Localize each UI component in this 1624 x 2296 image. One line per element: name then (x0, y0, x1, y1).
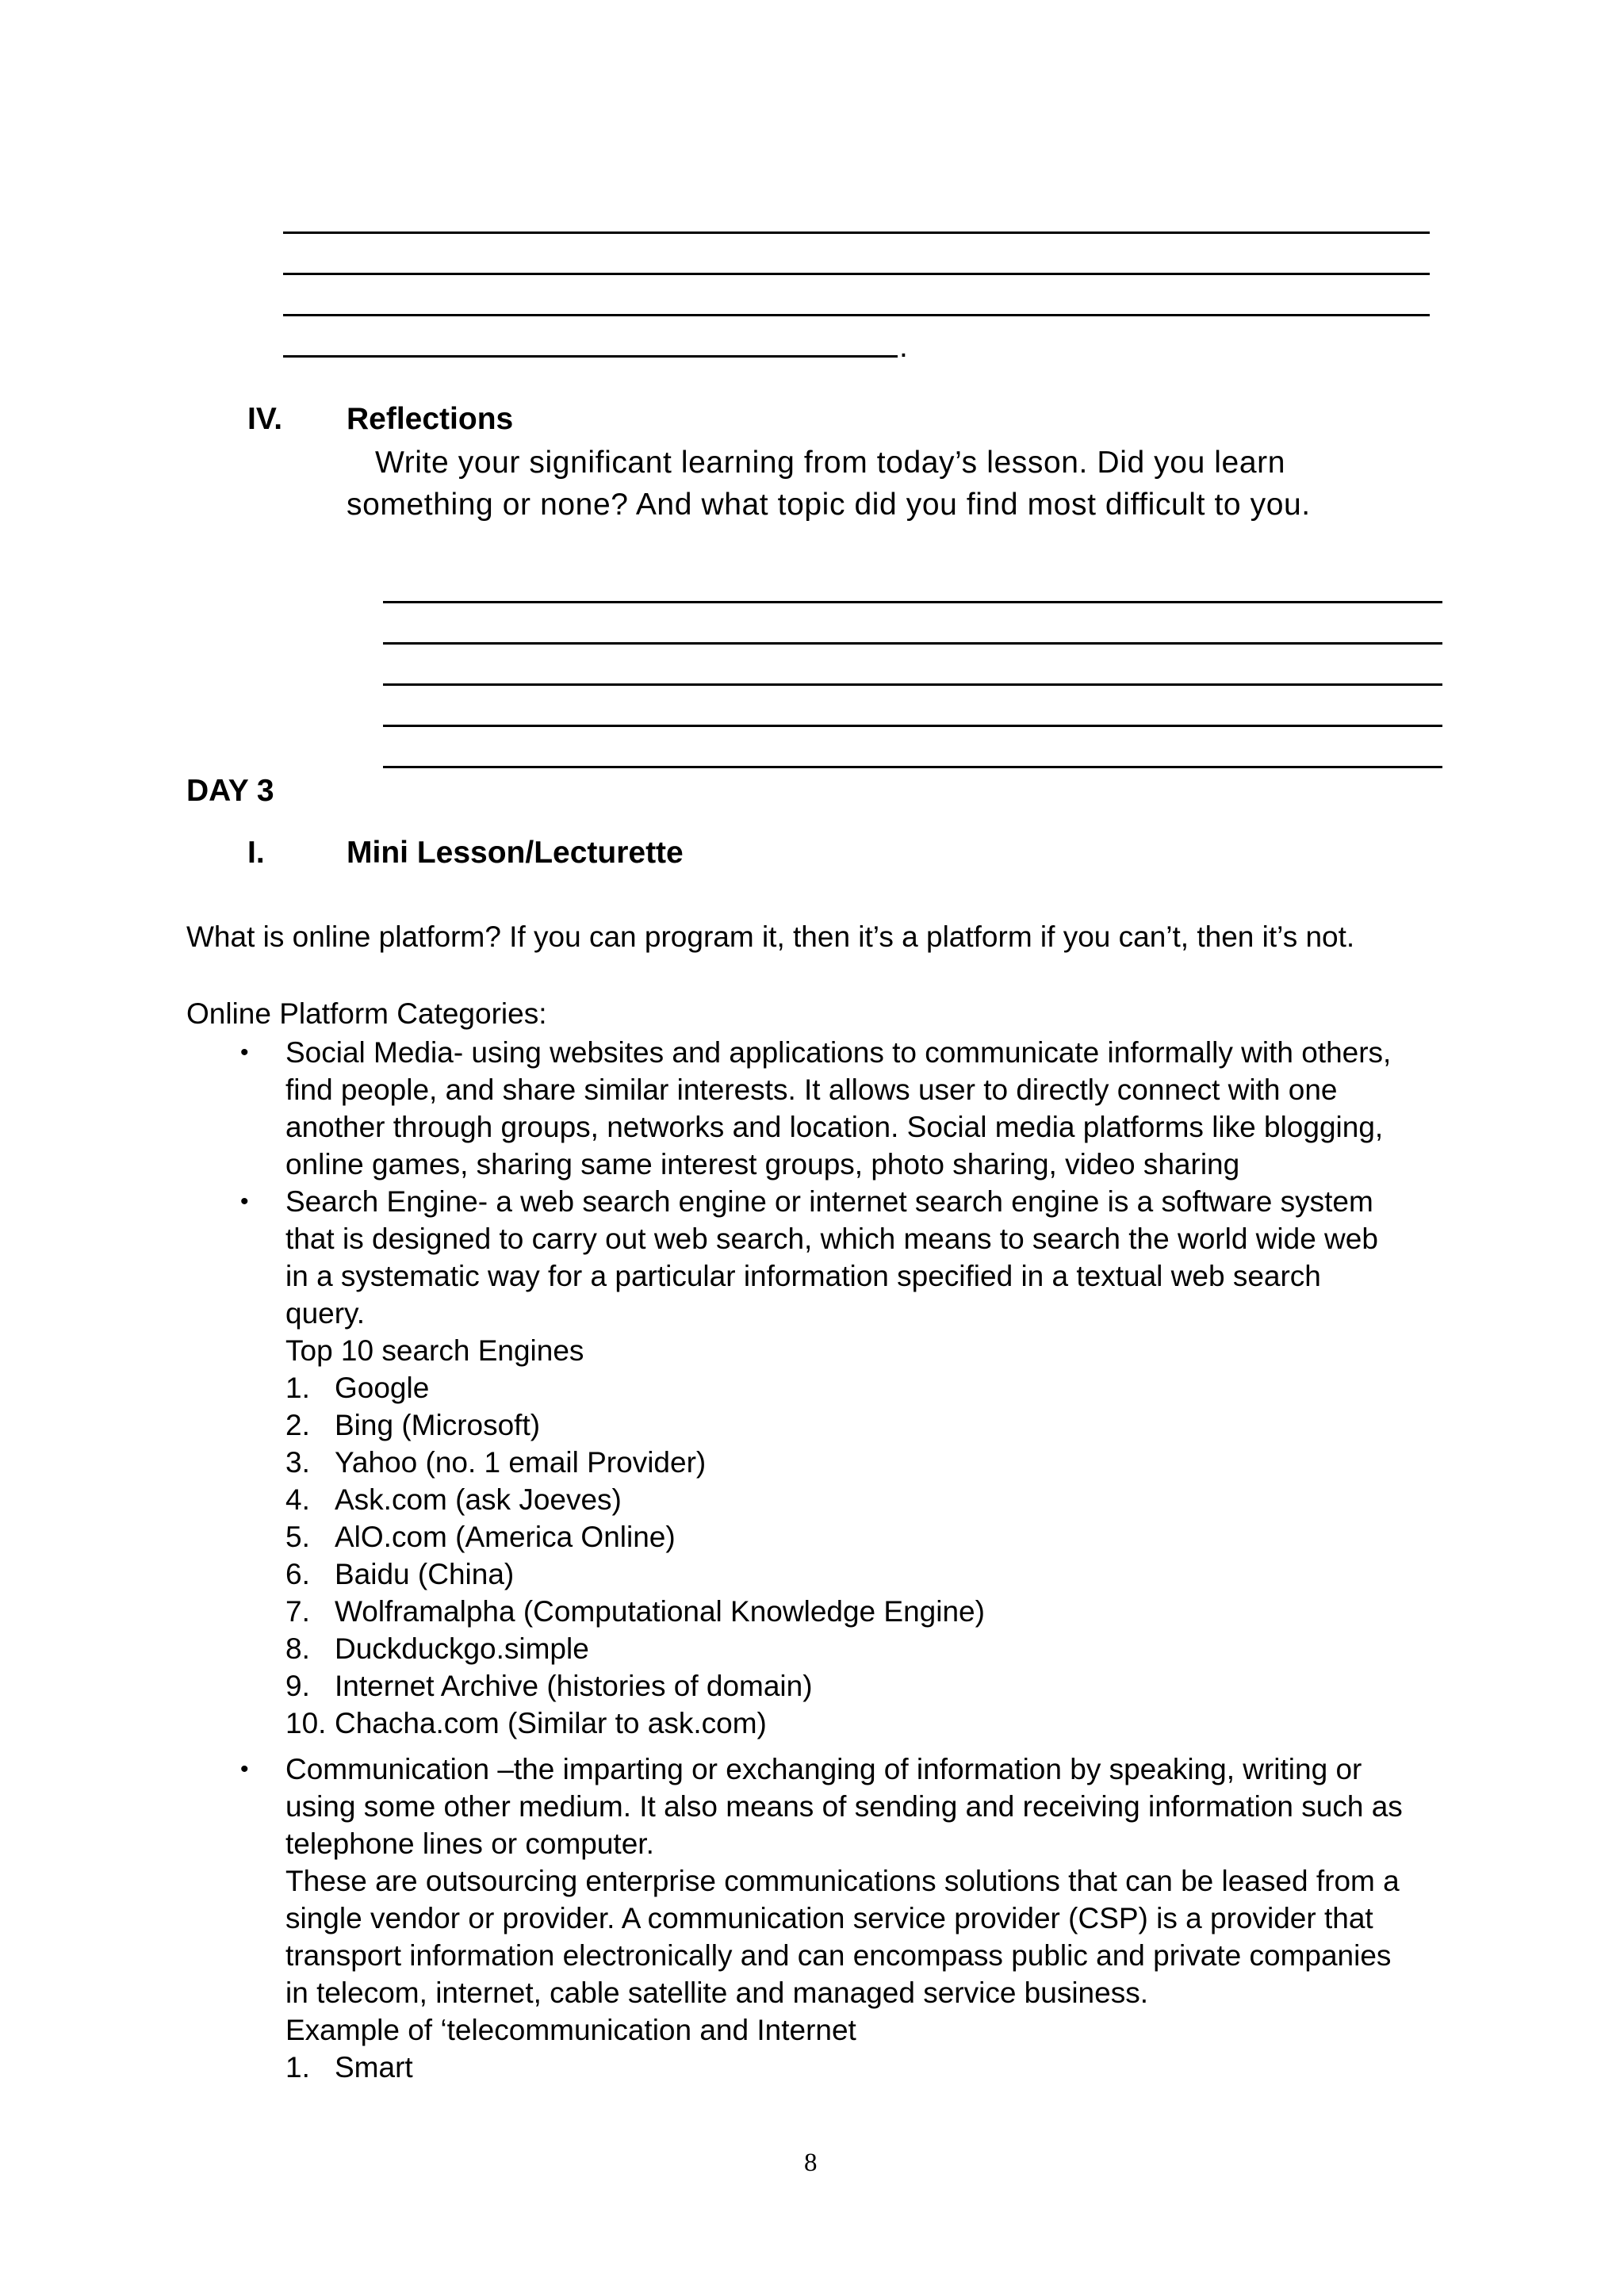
list-label: Duckduckgo.simple (335, 1632, 589, 1665)
section-title: Reflections (347, 402, 514, 436)
reflection-answer-line[interactable] (383, 683, 1442, 686)
list-number: 9. (285, 1670, 310, 1702)
answer-period: . (899, 330, 908, 364)
list-label: Chacha.com (Similar to ask.com) (335, 1707, 767, 1739)
list-label: Yahoo (no. 1 email Provider) (335, 1446, 707, 1479)
list-item (285, 1369, 429, 1406)
bullet-dot: • (240, 1756, 249, 1782)
list-number: 4. (285, 1483, 310, 1516)
list-item (285, 2049, 413, 2086)
section-title: Mini Lesson/Lecturette (347, 836, 684, 870)
bullet-social-media: Social Media- using websites and applications to communicate informally with others, find people, and share similar interests. It allows user to directly connect with one another through groups, networks and location. Social media platforms like blogging, online games, sharing same interest groups, photo sharing, video sharing (285, 1036, 1392, 1181)
reflection-prompt: something or none? And what topic did you find most difficult to you. (347, 488, 1311, 522)
telecom-heading: Example of ‘telecommunication and Internet (285, 2014, 856, 2046)
day-heading: DAY 3 (186, 774, 274, 808)
list-number: 8. (285, 1632, 310, 1665)
list-item (285, 1481, 622, 1518)
page-number: 8 (804, 2149, 818, 2177)
bullet-search-engine: Search Engine- a web search engine or internet search engine is a software system that is designed to carry out web search, which means to search the world wide web in a systematic way for a particular information specified in a textual web search query. (285, 1185, 1378, 1330)
answer-line (283, 232, 1430, 234)
list-item (285, 1518, 676, 1556)
list-label: Wolframalpha (Computational Knowledge Engine) (335, 1595, 985, 1628)
list-item (285, 1593, 985, 1630)
list-item (285, 1556, 514, 1593)
list-label: Internet Archive (histories of domain) (335, 1670, 813, 1702)
list-number: 3. (285, 1446, 310, 1479)
list-item (285, 1667, 813, 1705)
reflection-answer-line[interactable] (383, 766, 1442, 768)
bullet-dot: • (240, 1188, 249, 1215)
list-label: Google (335, 1372, 430, 1404)
answer-line (283, 314, 1430, 316)
section-numeral: I. (247, 836, 265, 870)
list-number: 6. (285, 1558, 310, 1590)
categories-heading: Online Platform Categories: (186, 997, 547, 1030)
list-item (285, 1406, 540, 1444)
list-number: 5. (285, 1521, 310, 1553)
list-number: 1. (285, 2051, 310, 2084)
list-label: Smart (335, 2051, 413, 2084)
definition-text: What is online platform? If you can program it, then it’s a platform if you can’t, then it’s not. (186, 920, 1355, 953)
list-label: AlO.com (America Online) (335, 1521, 676, 1553)
list-number: 7. (285, 1595, 310, 1628)
answer-line (283, 273, 1430, 275)
bullet-communication: Communication –the imparting or exchanging of information by speaking, writing or using some other medium. It also means of sending and receiving information such as telephone lines or computer. These are outsourcing enterprise communications solutions that can be leased from a single vendor or provider. A communication service provider (CSP) is a provider that transport information electronically and can encompass public and private companies in telecom, internet, cable satellite and managed service business. (285, 1753, 1403, 2009)
section-numeral: IV. (247, 402, 283, 436)
answer-line (283, 355, 898, 358)
list-label: Baidu (China) (335, 1558, 515, 1590)
reflection-answer-line[interactable] (383, 642, 1442, 645)
top10-heading: Top 10 search Engines (285, 1334, 584, 1367)
list-label: Ask.com (ask Joeves) (335, 1483, 622, 1516)
reflection-prompt: Write your significant learning from today’s lesson. Did you learn (375, 446, 1286, 480)
list-item (285, 1630, 589, 1667)
list-label: Bing (Microsoft) (335, 1409, 541, 1441)
list-number: 2. (285, 1409, 310, 1441)
list-number: 10. (285, 1707, 327, 1739)
list-item (285, 1444, 706, 1481)
list-number: 1. (285, 1372, 310, 1404)
bullet-dot: • (240, 1039, 249, 1066)
list-item (285, 1705, 767, 1742)
reflection-answer-line[interactable] (383, 725, 1442, 727)
reflection-answer-line[interactable] (383, 601, 1442, 603)
